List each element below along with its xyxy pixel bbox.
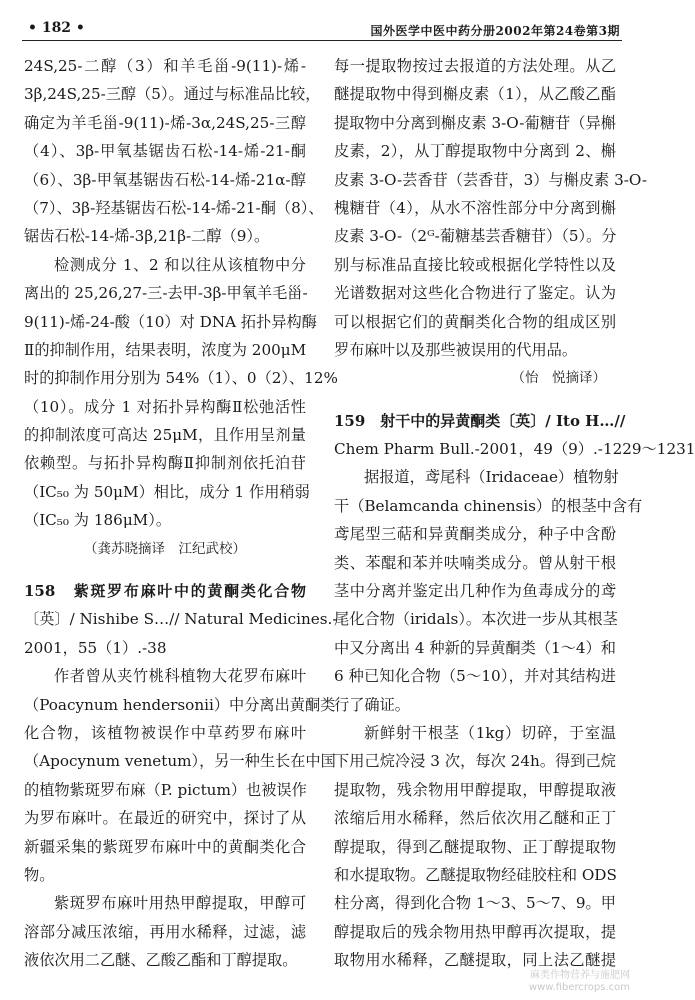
text-line: 〔英〕/ Nishibe S…// Natural Medicines.- [24,610,338,629]
text-line: 可以根据它们的黄酮类化合物的组成区别 [334,312,616,331]
text-line: （Apocynum venetum），另一种生长在中国 [24,752,336,771]
text-line: 依赖型。与拓扑异构酶Ⅱ抑制剂依托泊苷 [24,454,306,473]
text-line: 干（Belamcanda chinensis）的根茎中含有 [334,496,643,515]
text-line: 光谱数据对这些化合物进行了鉴定。认为 [334,284,616,303]
text-line: 皮素 3-O-（2ᴳ-葡糖基芸香糖苷）（5）。分 [334,227,617,246]
text-line: Chem Pharm Bull.-2001，49（9）.-1229～1231 [334,440,695,459]
text-line: 皮素 3-O-芸香苷（芸香苷，3）与槲皮素 3-O- [334,170,647,189]
page-number: • 182 • [28,20,85,36]
text-line: 6 种已知化合物（5～10），并对其结构进 [334,667,616,686]
translator-credit: （龚苏晓摘译 江纪武校） [84,540,246,557]
text-line: 离出的 25,26,27-三-去甲-3β-甲氧羊毛甾- [24,284,308,303]
text-line: 尾化合物（iridals）。本次进一步从其根茎 [334,610,618,629]
text-line: （IC₅₀ 为 50μM）相比，成分 1 作用稍弱 [24,482,310,501]
text-line: 取物用水稀释，乙醚提取，同上法乙醚提 [334,951,616,970]
text-line: 新疆采集的紫斑罗布麻叶中的黄酮类化合 [24,837,306,856]
text-line: 液依次用二乙醚、乙酸乙酯和丁醇提取。 [24,951,298,970]
text-line: 中又分离出 4 种新的异黄酮类（1～4）和 [334,638,616,657]
text-line: 柱分离，得到化合物 1～3、5～7、9。甲 [334,894,616,913]
text-line: 醇提取，得到乙醚提取物、正丁醇提取物 [334,837,616,856]
text-line: （Poacynum hendersonii）中分离出黄酮类 [24,695,336,714]
text-line: 2001，55（1）.-38 [24,638,167,657]
text-line: 醚提取物中得到槲皮素（1），从乙酸乙酯 [334,85,616,104]
journal-title: 国外医学中医中药分册2002年第24卷第3期 [370,24,620,38]
text-line: 浓缩后用水稀释，然后依次用乙醚和正丁 [334,809,616,828]
text-line: 和水提取物。乙醚提取物经硅胶柱和 ODS [334,865,617,884]
section-gap [24,563,306,577]
text-line: （7）、3β-羟基锯齿石松-14-烯-21-酮（8）、 [24,198,324,217]
text-line: 9(11)-烯-24-酸（10）对 DNA 拓扑异构酶 [24,312,317,331]
text-line: 3β,24S,25-三醇（5）。通过与标准品比较， [24,85,321,104]
text-line: 化合物，该植物被误作中草药罗布麻叶 [24,723,306,742]
text-line: 溶部分减压浓缩，再用水稀释，过滤，滤 [24,922,306,941]
text-line: 皮素，2），从丁醇提取物中分离到 2、槲 [334,142,616,161]
text-line: 确定为羊毛甾-9(11)-烯-3α,24S,25-三醇 [24,113,306,132]
site-watermark [529,970,630,994]
watermark-line-2: www.fibercrops.com [528,982,630,993]
text-line: 时的抑制作用分别为 54%（1）、0（2）、12% [24,369,338,388]
text-line: 的抑制浓度可高达 25μM，且作用呈剂量 [24,426,306,445]
text-line: 鸢尾型三萜和异黄酮类成分，种子中含酚 [334,525,616,544]
text-line: 醇提取后的残余物用热甲醇再次提取，提 [334,922,616,941]
text-line: 为罗布麻叶。在最近的研究中，探讨了从 [24,809,306,828]
text-line: 别与标准品直接比较或根据化学特性以及 [334,255,616,274]
text-line: 新鲜射干根茎（1kg）切碎，于室温 [364,723,616,742]
text-line: 紫斑罗布麻叶用热甲醇提取，甲醇可 [54,894,306,913]
text-line: 茎中分离并鉴定出几种作为鱼毒成分的鸢 [334,582,616,601]
text-line: （IC₅₀ 为 186μM）。 [24,511,172,530]
text-line: （10）。成分 1 对拓扑异构酶Ⅱ松弛活性 [24,397,306,416]
text-line: （6）、3β-甲氧基锯齿石松-14-烯-21α-醇 [24,170,306,189]
section-gap [334,393,616,407]
text-line: （4）、3β-甲氧基锯齿石松-14-烯-21-酮 [24,142,306,161]
text-line: 锯齿石松-14-烯-3β,21β-二醇（9）。 [24,227,270,246]
text-line: 检测成分 1、2 和以往从该植物中分 [54,255,306,274]
text-line: 行了确证。 [334,695,410,714]
text-line: 每一提取物按过去报道的方法处理。从乙 [334,57,616,75]
text-line: 的植物紫斑罗布麻（P. pictum）也被误作 [24,780,307,799]
text-line: 提取物，残余物用甲醇提取，甲醇提取液 [334,780,616,799]
text-line: 作者曾从夹竹桃科植物大花罗布麻叶 [54,667,306,686]
page-header [22,10,622,41]
text-line: 物。 [24,865,55,884]
text-line: 罗布麻叶以及那些被误用的代用品。 [334,340,577,359]
left-column [24,52,338,975]
right-column [334,52,695,975]
text-line: 下用己烷冷浸 3 次，每次 24h。得到己烷 [334,752,616,771]
article-title: 158 紫斑罗布麻叶中的黄酮类化合物 [24,582,306,601]
translator-credit: （怡 悦摘译） [511,370,606,387]
text-line: 槐糖苷（4），从水不溶性部分中分离到槲 [334,198,616,217]
text-line: Ⅱ的抑制作用，结果表明，浓度为 200μM [24,340,307,359]
watermark-line-1: 麻类作物营养与施肥网 [530,970,630,981]
article-title: 159 射干中的异黄酮类〔英〕/ Ito H…// [334,411,626,430]
text-line: 据报道，鸢尾科（Iridaceae）植物射 [364,468,619,487]
text-line: 类、苯醌和苯并呋喃类成分。曾从射干根 [334,553,616,572]
text-line: 24S,25-二醇（3）和羊毛甾-9(11)-烯- [24,57,306,75]
text-line: 提取物中分离到槲皮素 3-O-葡糖苷（异槲 [334,113,616,132]
